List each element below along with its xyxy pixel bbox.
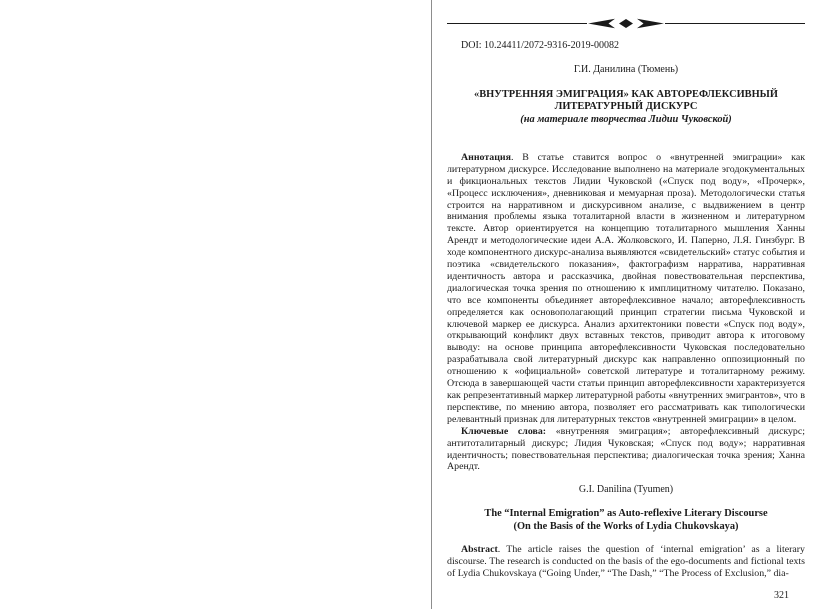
article-title-en	[447, 508, 805, 533]
abstract-en-label: Abstract	[461, 543, 498, 555]
ornament-icon	[447, 17, 805, 30]
ornament-divider	[447, 17, 805, 30]
abstract-ru	[447, 152, 805, 426]
author-ru: Г.И. Данилина (Тюмень)	[573, 64, 679, 75]
page-divider	[431, 0, 432, 609]
abstract-ru-text: . В статье ставится вопрос о «внутренней эмиграции» как литературном дискурсе. Исследование выполнено на материале эгодокументальных и фикциональных текстов Лидии Чуковской («Спуск под воду», «Прочерк», «Процесс исключения», дневниковая и мемуарная проза). Методологически статья строится на нарративном и дискурсивном анализе, с выдвижением в центр внимания проблемы языка тоталитарной власти в жизненном и литературном тексте. Автор ориентируется на концепцию тоталитарного мышления Ханны Арендт и методологические идеи А.А. Жолковского, И. Паперно, Л.Я. Гинзбург. В ходе компонентного дискурс-анализа выявляются «свидетельский» статус события и поэтика «свидетельского показания», фактографизм нарратива, нарративная идентичность автора и рассказчика, двойная повествовательная перспектива, диалогическая точка зрения по отношению к имплицитному читателю. Показано, что все компоненты объединяет авторефлексивное начало; авторефлексивность определяется как основополагающий принцип стратегии письма Чуковской и ключевой маркер ее дискурса. Анализ архитектоники повести «Спуск под воду», открывающий конфликт двух вставных текстов, приводит автора к итоговому выводу: на основе принципа авторефлексивности Чуковская последовательно разрабатывала свой литературный дискурс как направленно оппозиционный по отношению к «официальной» советской литературе и тоталитарному режиму. Отсюда в завершающей части статьи принцип авторефлексивности характеризуется как репрезентативный маркер литературной работы «внутренних эмигрантов», что в перспективе, по мнению автора, позволяет его рассматривать как типологически релевантный признак для литературных текстов «внутренней эмиграции» в целом.	[447, 151, 805, 425]
title-ru-line1: «ВНУТРЕННЯЯ ЭМИГРАЦИЯ» КАК АВТОРЕФЛЕКСИВНЫЙ	[474, 89, 778, 100]
abstract-ru-label: Аннотация	[461, 151, 511, 163]
abstract-en	[447, 544, 805, 580]
keywords-ru-text: «внутренняя эмиграция»; авторефлексивный дискурс; антитоталитарный дискурс; Лидия Чуковская; «Спуск под воду»; нарративная идентичность; повествовательная перспектива; диалогическая точка зрения; Ханна Арендт.	[447, 425, 805, 473]
title-en-line2: (On the Basis of the Works of Lydia Chukovskaya)	[513, 520, 739, 532]
author-en: G.I. Danilina (Tyumen)	[578, 484, 674, 496]
page-number: 321	[774, 590, 789, 601]
article-page	[447, 0, 805, 609]
keywords-ru	[447, 426, 805, 474]
title-ru-subtitle: (на материале творчества Лидии Чуковской)	[520, 113, 732, 125]
title-ru-line2: ЛИТЕРАТУРНЫЙ ДИСКУРС	[554, 101, 698, 113]
article-title-ru	[447, 89, 805, 126]
keywords-ru-label: Ключевые слова:	[461, 425, 547, 437]
doi-line: DOI: 10.24411/2072-9316-2019-00082	[461, 40, 619, 51]
title-en-line1: The “Internal Emigration” as Auto-reflexive Literary Discourse	[484, 508, 768, 520]
abstract-en-text: . The article raises the question of ‘internal emigration’ as a literary discourse. The research is conducted on the basis of the ego-documents and fictional texts of Lydia Chukovskaya (“Going Under,” “The Dash,” “The Process of Exclusion,” dia-	[447, 543, 805, 579]
